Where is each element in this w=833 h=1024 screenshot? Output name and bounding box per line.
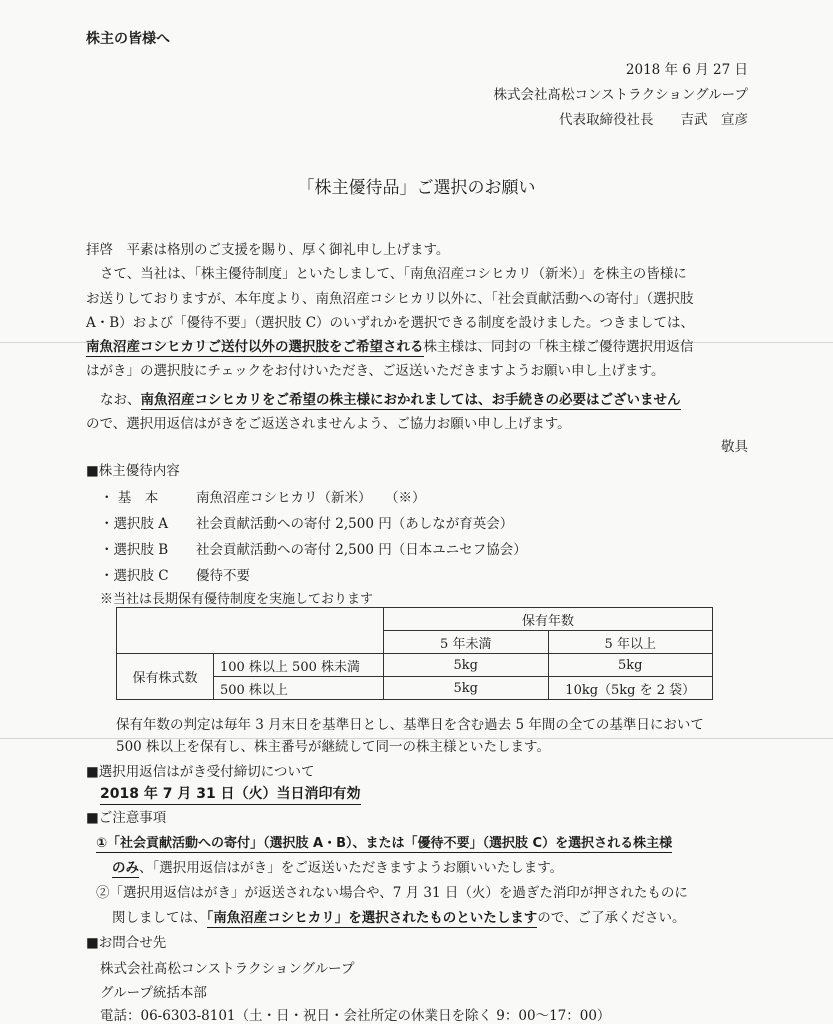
row-label: 500 株以上 <box>213 677 383 700</box>
benefit-value: 社会貢献活動への寄付 2,500 円（日本ユニセフ協会） <box>196 542 527 558</box>
years-header: 保有年数 <box>384 608 713 631</box>
row-label: 100 株以上 500 株未満 <box>213 654 383 677</box>
body-text: 関しましては、 <box>112 910 207 926</box>
col-over5: 5 年以上 <box>548 631 713 654</box>
benefit-label: ・ 基 本 <box>100 490 159 506</box>
contact-phone: 電話：06-6303-8101（土・日・祝日・会社所定の休業日を除く 9：00～17：00） <box>100 1008 611 1024</box>
representative: 代表取締役社長 吉武 宣彦 <box>559 112 748 128</box>
cell-value: 5kg <box>384 677 549 700</box>
letter-title: 「株主優待品」ご選択のお願い <box>297 178 536 198</box>
emphasis-text: 「南魚沼産コシヒカリ」を選択されたものといたします <box>206 910 538 926</box>
contact-dept: グループ統括本部 <box>100 985 207 1001</box>
note-1-line: ①「社会貢献活動への寄付」（選択肢 A・B）、または「優待不要」（選択肢 C）を選択される株主様 <box>96 832 672 853</box>
company-name: 株式会社髙松コンストラクショングループ <box>493 87 748 103</box>
body-text: 株主様は、同封の「株主様ご優待選択用返信 <box>423 339 694 355</box>
holding-table <box>116 607 713 700</box>
benefit-value: 優待不要 <box>196 568 250 584</box>
cell-value: 5kg <box>548 654 713 677</box>
cell-value: 10kg（5kg を 2 袋） <box>548 677 713 700</box>
row-header: 保有株式数 <box>117 654 214 700</box>
body-text: なお、 <box>100 392 141 408</box>
emphasis-text: 南魚沼産コシヒカリご送付以外の選択肢をご希望される <box>86 339 424 355</box>
section-heading-contact: ■お問合せ先 <box>86 935 167 951</box>
body-text: ので、ご了承ください。 <box>537 910 686 926</box>
body-line: さて、当社は、「株主優待制度」といたしまして、「南魚沼産コシヒカリ（新米）」を株主の皆様に <box>100 266 687 282</box>
section-heading-deadline: ■選択用返信はがき受付締切について <box>86 764 315 780</box>
section-heading-benefits: ■株主優待内容 <box>86 463 180 479</box>
emphasis-text: のみ <box>112 860 139 876</box>
body-line: A・B）および「優待不要」（選択肢 C）のいずれかを選択できる制度を設けました。つきましては、 <box>86 315 695 331</box>
body-line: お送りしておりますが、本年度より、南魚沼産コシヒカリ以外に、「社会貢献活動への寄付」（選択肢 <box>86 291 694 307</box>
col-under5: 5 年未満 <box>384 631 549 654</box>
benefit-label: ・選択肢 C <box>100 568 169 584</box>
note-1-line <box>112 856 563 876</box>
table-footnote: 500 株以上を保有し、株主番号が継続して同一の株主様といたします。 <box>116 739 550 755</box>
deadline-text: 2018 年 7 月 31 日（火）当日消印有効 <box>100 783 361 805</box>
body-line <box>86 335 694 355</box>
body-line: ので、選択用返信はがきをご返送されませんよう、ご協力お願い申し上げます。 <box>86 416 571 432</box>
contact-company: 株式会社髙松コンストラクショングループ <box>100 961 355 977</box>
salutation: 株主の皆様へ <box>86 31 170 47</box>
cell-value: 5kg <box>384 654 549 677</box>
table-footnote: 保有年数の判定は毎年 3 月末日を基準日とし、基準日を含む過去 5 年間の全ての基準日において <box>116 717 704 733</box>
benefit-value: 社会貢献活動への寄付 2,500 円（あしなが育英会） <box>196 516 514 532</box>
note-2-line <box>112 906 685 926</box>
closing: 敬具 <box>721 439 748 455</box>
table-corner <box>117 608 384 631</box>
body-text: 、「選択用返信はがき」をご返送いただきますようお願いいたします。 <box>139 860 564 876</box>
benefit-value: 南魚沼産コシヒカリ（新米） （※） <box>196 490 426 506</box>
table-corner <box>117 631 384 654</box>
body-line: はがき」の選択肢にチェックをお付けいただき、ご返送いただきますようお願い申し上げます。 <box>86 363 665 379</box>
greeting-paragraph: 拝啓 平素は格別のご支援を賜り、厚く御礼申し上げます。 <box>86 242 450 258</box>
body-line <box>100 388 681 408</box>
note-2-line: ②「選択用返信はがき」が返送されない場合や、7 月 31 日（火）を過ぎた消印が押されたものに <box>96 885 688 901</box>
section-heading-notes: ■ご注意事項 <box>86 810 167 826</box>
table-row <box>117 654 713 677</box>
benefit-label: ・選択肢 B <box>100 542 169 558</box>
long-term-note: ※当社は長期保有優待制度を実施しております <box>100 592 374 607</box>
benefit-label: ・選択肢 A <box>100 516 169 532</box>
emphasis-text: 南魚沼産コシヒカリをご希望の株主様におかれましては、お手続きの必要はございません <box>140 392 681 408</box>
letter-date: 2018 年 6 月 27 日 <box>625 62 748 78</box>
